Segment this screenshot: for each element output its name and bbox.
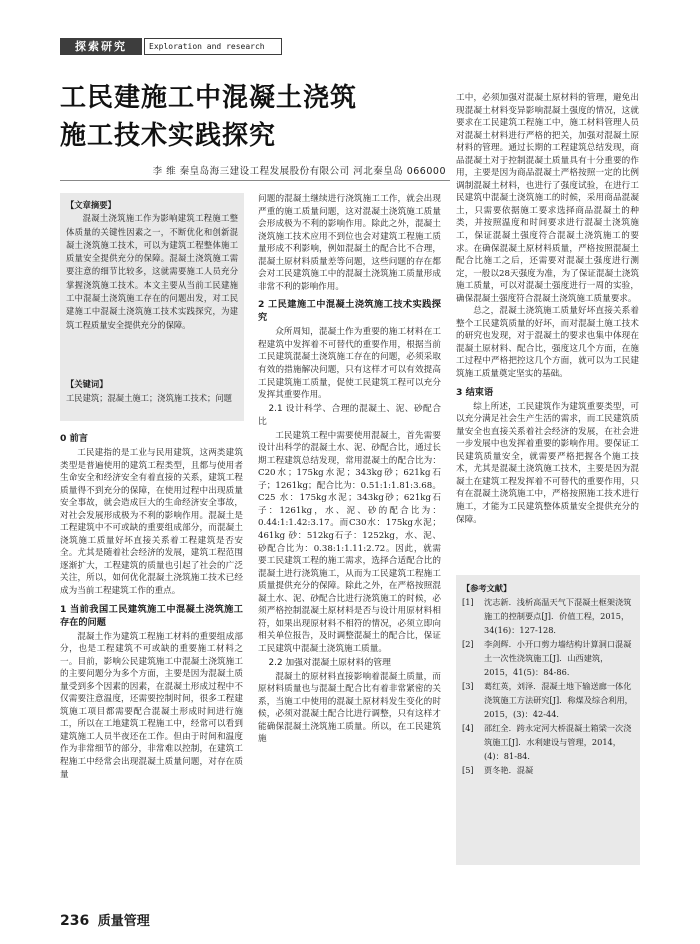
article-title-line1: 工民建施工中混凝土浇筑 bbox=[60, 83, 358, 113]
reference-number: [4] bbox=[462, 723, 474, 733]
reference-number: [5] bbox=[462, 765, 474, 775]
reference-text: 李剑辉．小开口剪力墙结构计算洞口混凝土一次性浇筑施工[J]．山西建筑，2015，41(5)：84-86． bbox=[484, 639, 632, 677]
abstract-text: 混凝土浇筑施工作为影响建筑工程施工整体质量的关键性因素之一，不断优化和创新混凝土浇筑施工技术，可以为建筑工程整体施工质量安全提供充分的保障。混凝土浇筑施工需要注意的细节比较多，这就需要施工人员充分掌握浇筑施工技术。本文主要从当前工民建施工中混凝土浇筑施工存在的问题出发，对工民建施工中混凝土浇筑施工技术实践探究，为建筑工程质量安全提供充分的保障。 bbox=[66, 213, 238, 330]
article-title-line2: 施工技术实践探究 bbox=[60, 121, 277, 151]
page-number: 236 bbox=[60, 913, 90, 929]
paragraph: 工民建筑工程中需要使用混凝土，首先需要设计出科学的混凝土水、泥、砂配合比，通过长期工程建筑总结发现，常用混凝土的配合比为：C20水；175kg水泥；343kg砂；621kg石子；1261kg；配合比为：0.51:1:1.81:3.68。C25 水：175kg水泥；343kg砂；621kg石子：1261kg，水、泥、砂的配合比为：0.44:1:1.42:3.17。而C30水：175kg水泥；461kg 砂：512kg石子：1252kg，水、泥、砂配合比为：0.38:1:1.11:2.72。因此，就需要工民建筑工程的施工需求，选择合适配合比的混凝土进行浇筑施工，从而为工民建筑工程施工质量提供充分的保障。除此之外，在严格按照混凝土水、泥、砂配合比进行浇筑施工的时候，必须严格控制混凝土原材料是否与设计用原材料相符，如果出现原材料不相符的情况，必须立即向相关单位报告，及时调整混凝土的配合比，保证工民建筑中混凝土浇筑施工质量。 bbox=[258, 430, 441, 654]
paragraph: 问题的混凝土继续进行浇筑施工工作，就会出现严重的施工质量问题，这对混凝土浇筑施工质量会形成极为不利的影响作用。除此之外，混凝土浇筑施工技术应用不到位也会对建筑工程施工质量形成不利影响，例如混凝土的配合比不合理，混凝土原材料质量差等问题，这些问题的存在都会对工民建筑施工中的混凝土浇筑施工质量形成非常不利的影响作用。 bbox=[258, 194, 441, 292]
reference-number: [2] bbox=[462, 639, 474, 649]
paragraph: 综上所述，工民建筑作为建筑重要类型，可以充分满足社会生产生活的需求，而工民建筑质量安全也直接关系着社会经济的发展，在社会进一步发展中也发挥着重要的影响作用。要保证工民建筑质量安全，就需要严格把握各个施工技术，尤其是混凝土浇筑施工技术，主要是因为混凝土在建筑工程发挥着不可替代的重要作用，只有在混凝土浇筑施工中，严格按照施工技术进行施工，才能为工民建筑整体质量安全提供充分的保障。 bbox=[456, 401, 639, 525]
subsection-heading-2-2: 2.2 加强对混凝土原材料的管理 bbox=[268, 657, 391, 668]
keywords-text: 工民建筑；混凝土施工；浇筑施工技术；问题 bbox=[66, 392, 232, 403]
reference-text: 葛红英，刘泽．混凝土地下输送廊一体化浇筑施工方法研究[J]．称煤及综合利用，2015，(3)：42-44． bbox=[484, 681, 633, 719]
references-label: 【参考文献】 bbox=[462, 583, 512, 593]
paragraph: 总之，混凝土浇筑施工质量好坏直接关系着整个工民建筑质量的好坏，而对混凝土施工技术的研究也发现，对于混凝土的要求也集中体现在混凝土原材料、配合比，强度这几个方面，在施工过程中严格把控这几个方面，就可以为工民建筑施工质量奠定坚实的基础。 bbox=[456, 306, 639, 380]
reference-item bbox=[462, 595, 634, 637]
section-heading-3: 3 结束语 bbox=[456, 386, 494, 398]
reference-number: [3] bbox=[462, 681, 474, 691]
column-1 bbox=[60, 427, 243, 781]
title-divider bbox=[60, 180, 450, 181]
reference-text: 邵红全．跨永定河大桥混凝土箱梁一次浇筑施工[J]．水利建设与管理，2014，(4)：81-84． bbox=[484, 723, 632, 761]
section-heading-2: 2 工民建施工中混凝土浇筑施工技术实践探究 bbox=[258, 299, 441, 324]
reference-number: [1] bbox=[462, 597, 474, 607]
paragraph: 混凝土作为建筑工程施工材料的重要组成部分，也是工程建筑不可或缺的重要施工材料之一。目前，影响公民建筑施工中混凝土浇筑施工的主要问题分为多个方面，主要是因为混凝土质量受到多个因素的因素，在混凝土形成过程中不仅需要注意温度，还需要控制时间，很多工程建筑施工项目都需要配合混凝土形成时间进行施工，所以在工地建筑工程施工中，经常可以看到建筑施工人员半夜还在工作。但由于时间和温度作为非常细节的部分，非常难以控制，在建筑工程施工中经常会出现混凝土质量问题，对存在质量 bbox=[60, 631, 243, 780]
author-affiliation: 李 维 秦皇岛海三建设工程发展股份有限公司 河北秦皇岛 066000 bbox=[152, 166, 446, 177]
column-2 bbox=[258, 193, 441, 746]
section-heading-0: 0 前言 bbox=[60, 433, 88, 444]
references-box bbox=[456, 575, 640, 865]
reference-text: 沈志新．浅析高温天气下混凝土框架浇筑施工的控制要点[J]．价值工程，2015，34(16)：127-128． bbox=[484, 597, 632, 635]
reference-item bbox=[462, 637, 634, 679]
reference-item bbox=[462, 721, 634, 763]
paragraph: 众所周知，混凝土作为重要的施工材料在工程建筑中发挥着不可替代的重要作用，根据当前工民建筑混凝土浇筑施工存在的问题，必须采取有效的措施解决问题，只有这样才可以有效提高工民建筑施工质量，促使工民建筑工程可以充分发挥其重要作用。 bbox=[258, 327, 441, 401]
section-label-english: Exploration and research bbox=[144, 38, 282, 55]
section-heading-1: 1 当前我国工民建筑施工中混凝土浇筑施工存在的问题 bbox=[60, 603, 243, 628]
reference-text: 贾冬艳．混凝 bbox=[484, 765, 534, 775]
section-label: 探索研究 bbox=[60, 38, 142, 55]
paragraph: 工民建指的是工业与民用建筑，这两类建筑类型是普遍使用的建筑工程类型，且都与使用者生命安全和经济安全有着直接的关系，建筑工程质量得不到充分的保障，在使用过程中出现质量安全事故，就会造成巨大的生命经济安全事故，对社会发展形成极为不利的影响作用。混凝土是工程建筑中不可或缺的重要组成部分，而混凝土浇筑施工质量好坏直接关系着工程建筑是否安全。尤其是随着社会经济的发展，建筑工程范围逐渐扩大，工程建筑的质量也引起了社会的广泛关注，所以，如何优化混凝土浇筑施工技术已经成为当前工程建筑工作的重点。 bbox=[60, 448, 243, 597]
column-3 bbox=[456, 92, 639, 526]
keywords-box bbox=[60, 375, 244, 421]
reference-item bbox=[462, 679, 634, 721]
reference-item bbox=[462, 763, 634, 777]
page-footer bbox=[60, 910, 150, 929]
abstract-label: 【文章摘要】 bbox=[66, 200, 116, 210]
keywords-label: 【关键词】 bbox=[66, 379, 108, 389]
paragraph: 工中，必须加强对混凝土原材料的管理，避免出现混凝土材料变异影响混凝土强度的情况，这就要求在工民建筑工程施工中，施工材料管理人员对混凝土材料进行严格的把关，加强对混凝土原材料的管理。通过长期的工程建筑总结发现，商品混凝土对于控制混凝土质量具有十分重要的作用，主要是因为商品混凝土严格按照一定的比例调制混凝土材料，也进行了强度试验，在进行工民建筑中混凝土浇筑施工的时候，采用商品混凝土，只需要依据施工要求选择商品混凝土的种类，并按照温度和时间要求进行混凝土浇筑施工，保证混凝土强度符合混凝土浇筑施工的要求。在确保混凝土原材料质量，严格按照混凝土配合比施工之后，还需要对混凝土强度进行测定，一般以28天强度为准，为了保证混凝土浇筑施工质量，可以对混凝土强度进行一周的实验，确保混凝土强度符合混凝土浇筑施工质量要求。 bbox=[456, 93, 639, 304]
journal-name: 质量管理 bbox=[97, 914, 150, 929]
paragraph: 混凝土的原材料直接影响着混凝土质量，而原材料质量也与混凝土配合比有着非常紧密的关系，当施工中使用的混凝土原材料发生变化的时候，必须对混凝土配合比进行调整，只有这样才能确保混凝土浇筑施工质量。所以，在工民建筑施 bbox=[258, 671, 441, 745]
subsection-heading-2-1: 2.1 设计科学、合理的混凝土、泥、砂配合比 bbox=[258, 403, 441, 427]
